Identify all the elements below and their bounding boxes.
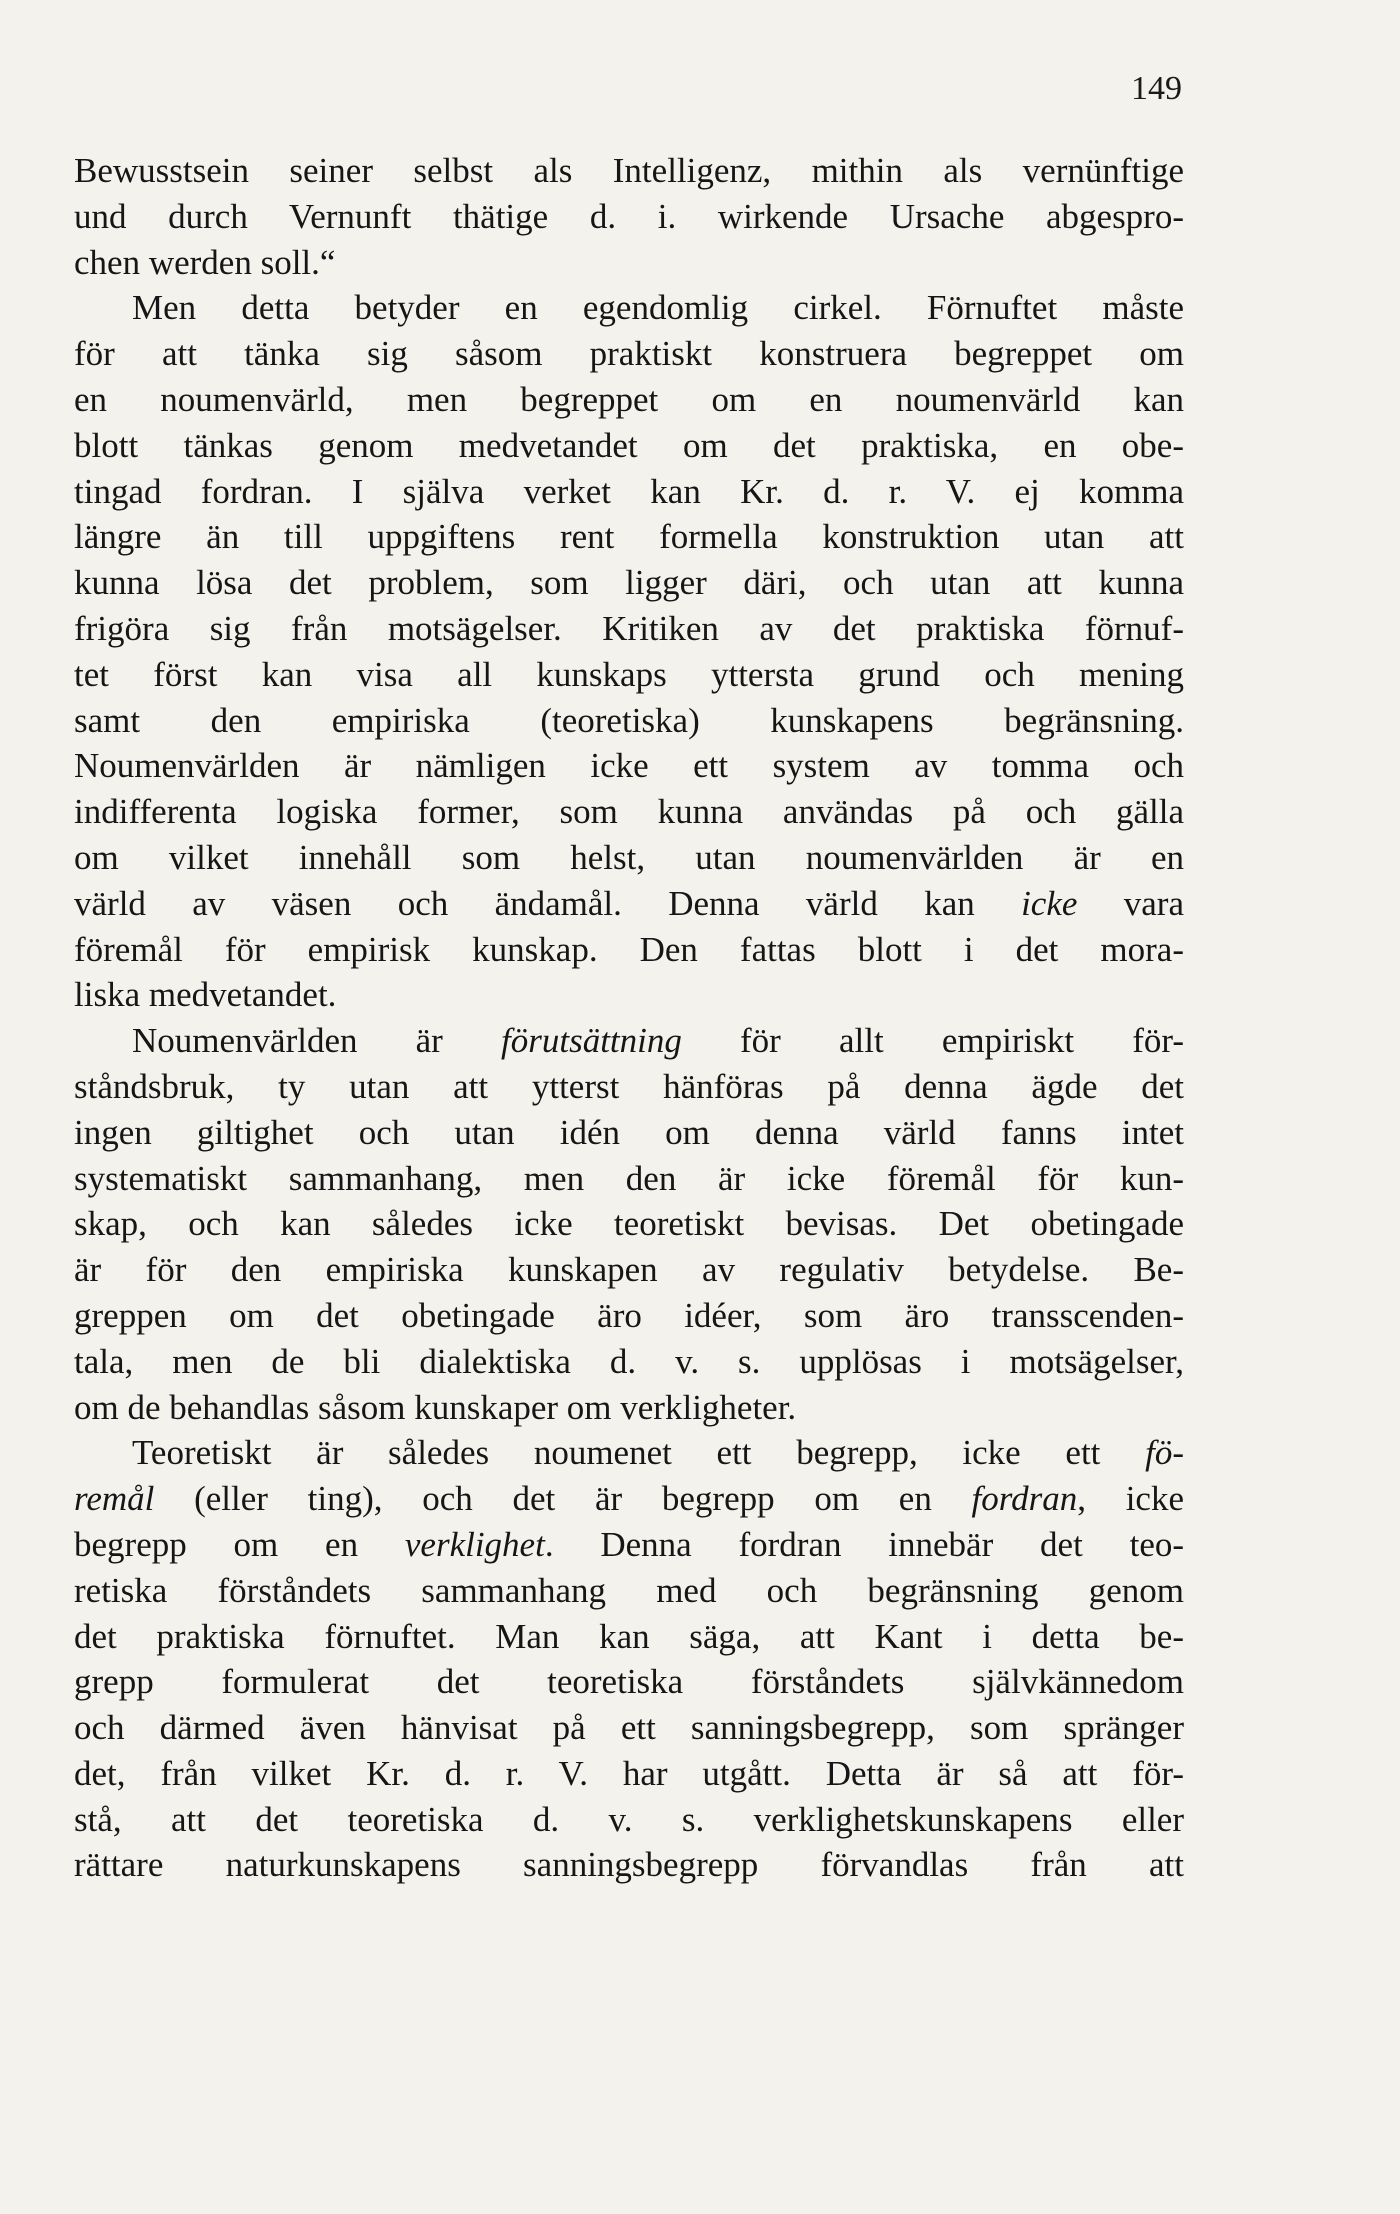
text-segment: vara: [1077, 883, 1184, 923]
text-segment: en noumenvärld, men begreppet om en noumenvärld kan: [74, 379, 1184, 419]
italic-text: icke: [1021, 883, 1078, 923]
text-segment: tingad fordran. I själva verket kan Kr. d. r. V. ej komma: [74, 471, 1184, 511]
text-line: [74, 1797, 1184, 1843]
text-segment: , icke: [1077, 1479, 1184, 1519]
text-line: [74, 1476, 1184, 1522]
text-line: [74, 285, 1184, 331]
text-line: [74, 927, 1184, 973]
text-line: [74, 1064, 1184, 1110]
text-segment: kunna lösa det problem, som ligger däri, och utan att kunna: [74, 563, 1184, 603]
text-line: [74, 1110, 1184, 1156]
text-line: [74, 1018, 1184, 1064]
text-segment: föremål för empirisk kunskap. Den fattas blott i det mora-: [74, 929, 1184, 969]
text-line: [74, 698, 1184, 744]
text-segment: ingen giltighet och utan idén om denna värld fanns intet: [74, 1112, 1184, 1152]
italic-text: remål: [74, 1479, 155, 1519]
text-line: [74, 469, 1184, 515]
text-line: [74, 606, 1184, 652]
text-line: [74, 1659, 1184, 1705]
body-text: [74, 148, 1184, 1888]
text-line: [74, 1156, 1184, 1202]
text-segment: greppen om det obetingade äro idéer, som äro transscenden-: [74, 1295, 1184, 1335]
italic-text: verklighet: [404, 1524, 545, 1564]
text-line: [74, 652, 1184, 698]
text-segment: Teoretiskt är således noumenet ett begrepp, icke ett: [132, 1433, 1146, 1473]
text-segment: und durch Vernunft thätige d. i. wirkende Ursache abgespro-: [74, 196, 1184, 236]
text-segment: liska medvetandet.: [74, 975, 337, 1015]
text-segment: för allt empiriskt för-: [681, 1021, 1184, 1061]
text-line: [74, 194, 1184, 240]
text-segment: det, från vilket Kr. d. r. V. har utgått. Detta är så att för-: [74, 1753, 1184, 1793]
text-line: [74, 1568, 1184, 1614]
text-segment: (eller ting), och det är begrepp om en: [154, 1479, 972, 1519]
text-line: [74, 377, 1184, 423]
text-line: [74, 331, 1184, 377]
text-segment: retiska förståndets sammanhang med och begränsning genom: [74, 1570, 1184, 1610]
text-line: [74, 881, 1184, 927]
text-line: [74, 1385, 1184, 1431]
text-segment: samt den empiriska (teoretiska) kunskapens begränsning.: [74, 700, 1184, 740]
text-segment: är för den empiriska kunskapen av regulativ betydelse. Be-: [74, 1250, 1184, 1290]
text-segment: . Denna fordran innebär det teo-: [544, 1524, 1185, 1564]
page-number: 149: [1131, 70, 1182, 107]
text-line: [74, 1339, 1184, 1385]
text-line: [74, 1247, 1184, 1293]
text-segment: chen werden soll.“: [74, 242, 336, 282]
italic-text: fordran: [971, 1479, 1078, 1519]
text-segment: om vilket innehåll som helst, utan noumenvärlden är en: [74, 837, 1184, 877]
text-line: [74, 789, 1184, 835]
text-line: [74, 514, 1184, 560]
text-line: [74, 148, 1184, 194]
text-segment: ståndsbruk, ty utan att ytterst hänföras på denna ägde det: [74, 1066, 1184, 1106]
text-segment: frigöra sig från motsägelser. Kritiken av det praktiska förnuf-: [74, 608, 1184, 648]
text-segment: Men detta betyder en egendomlig cirkel. Förnuftet måste: [132, 288, 1184, 328]
text-line: [74, 972, 1184, 1018]
text-line: [74, 1614, 1184, 1660]
text-segment: systematiskt sammanhang, men den är icke föremål för kun-: [74, 1158, 1184, 1198]
text-segment: indifferenta logiska former, som kunna användas på och gälla: [74, 792, 1184, 832]
text-line: [74, 1430, 1184, 1476]
text-line: [74, 1705, 1184, 1751]
text-segment: tet först kan visa all kunskaps yttersta grund och mening: [74, 654, 1184, 694]
text-segment: rättare naturkunskapens sanningsbegrepp förvandlas från att: [74, 1845, 1184, 1885]
text-segment: för att tänka sig såsom praktiskt konstruera begreppet om: [74, 334, 1184, 374]
text-segment: värld av väsen och ändamål. Denna värld kan: [74, 883, 1022, 923]
text-segment: Bewusstsein seiner selbst als Intelligenz, mithin als vernünftige: [74, 151, 1184, 190]
text-line: [74, 1751, 1184, 1797]
text-segment: längre än till uppgiftens rent formella konstruktion utan att: [74, 517, 1184, 557]
text-line: [74, 1842, 1184, 1888]
text-segment: om de behandlas såsom kunskaper om verkligheter.: [74, 1387, 797, 1427]
text-line: [74, 743, 1184, 789]
text-segment: tala, men de bli dialektiska d. v. s. upplösas i motsägelser,: [74, 1341, 1184, 1381]
text-line: [74, 1522, 1184, 1568]
text-segment: stå, att det teoretiska d. v. s. verklighetskunskapens eller: [74, 1799, 1184, 1839]
text-segment: grepp formulerat det teoretiska förståndets självkännedom: [74, 1662, 1184, 1702]
italic-text: fö-: [1145, 1433, 1184, 1473]
text-line: [74, 1293, 1184, 1339]
text-line: [74, 1201, 1184, 1247]
text-segment: blott tänkas genom medvetandet om det praktiska, en obe-: [74, 425, 1184, 465]
text-line: [74, 240, 1184, 286]
text-line: [74, 423, 1184, 469]
italic-text: förutsättning: [501, 1021, 682, 1061]
text-line: [74, 835, 1184, 881]
text-segment: Noumenvärlden är: [132, 1021, 501, 1061]
text-segment: Noumenvärlden är nämligen icke ett system av tomma och: [74, 746, 1184, 786]
text-segment: det praktiska förnuftet. Man kan säga, att Kant i detta be-: [74, 1616, 1184, 1656]
text-segment: begrepp om en: [74, 1524, 405, 1564]
text-segment: och därmed även hänvisat på ett sanningsbegrepp, som spränger: [74, 1708, 1184, 1748]
text-segment: skap, och kan således icke teoretiskt bevisas. Det obetingade: [74, 1204, 1184, 1244]
text-line: [74, 560, 1184, 606]
